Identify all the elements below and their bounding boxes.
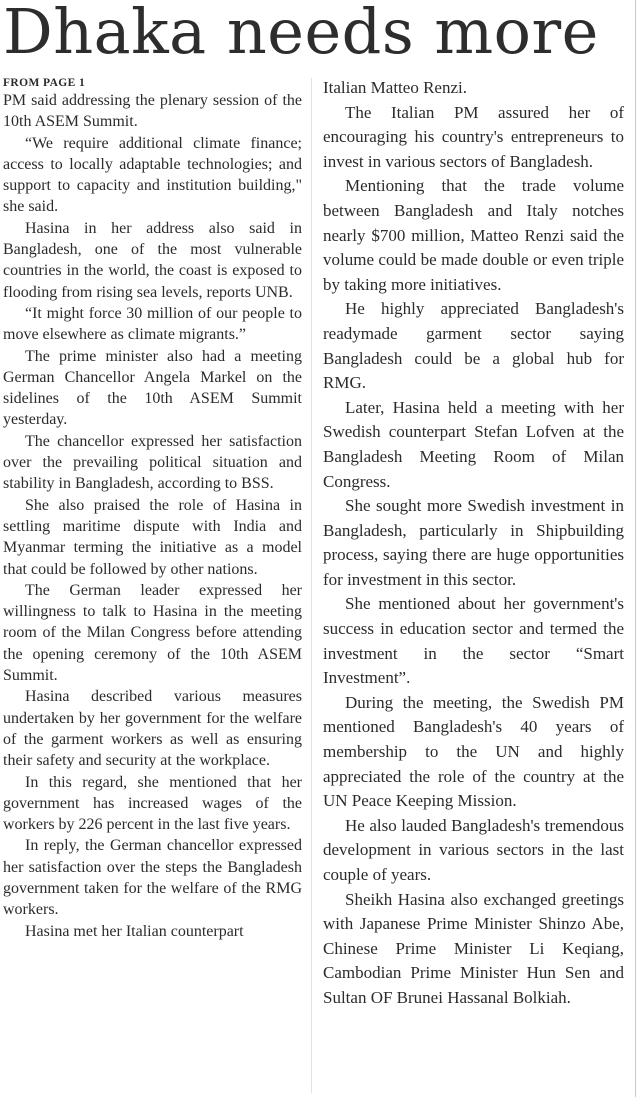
- paragraph: In this regard, she mentioned that her government has increased wages of the workers by 226 percent in the last five years.: [3, 773, 302, 834]
- column-divider: [311, 78, 312, 1093]
- paragraph: He highly appreciated Bangladesh's readymade garment sector saying Bangladesh could be a global hub for RMG.: [323, 299, 624, 393]
- paragraph: She sought more Swedish investment in Bangladesh, particularly in Shipbuilding process, saying there are huge opportunities for investment in this sector.: [323, 496, 624, 589]
- paragraph: The prime minister also had a meeting German Chancellor Angela Markel on the sidelines of the 10th ASEM Summit yesterday.: [3, 347, 302, 429]
- paragraph: Sheikh Hasina also exchanged greetings with Japanese Prime Minister Shinzo Abe, Chinese Prime Minister Li Keqiang, Cambodian Prime Minister Hun Sen and Sultan OF Brunei Hassanal Bolkiah.: [323, 889, 624, 1007]
- paragraph: Italian Matteo Renzi.: [323, 78, 467, 97]
- paragraph: Mentioning that the trade volume between Bangladesh and Italy notches nearly $700 million, Matteo Renzi said the volume could be made double or even triple by taking more initiatives.: [323, 176, 624, 294]
- paragraph: The Italian PM assured her of encouraging his country's entrepreneurs to invest in various sectors of Bangladesh.: [323, 102, 624, 171]
- paragraph: He also lauded Bangladesh's tremendous development in various sectors in the last couple of years.: [323, 815, 624, 884]
- headline: Dhaka needs more: [3, 0, 599, 68]
- paragraph: Hasina in her address also said in Bangladesh, one of the most vulnerable countries in the world, the coast is exposed to flooding from rising sea levels, reports UNB.: [3, 219, 302, 301]
- paragraph: Later, Hasina held a meeting with her Swedish counterpart Stefan Lofven at the Bangladesh Meeting Room of Milan Congress.: [323, 397, 624, 491]
- left-column: [3, 76, 302, 942]
- continuation-label: FROM PAGE 1: [3, 77, 86, 89]
- paragraph: The chancellor expressed her satisfaction over the prevailing political situation and stability in Bangladesh, according to BSS.: [3, 432, 302, 493]
- right-column: [323, 76, 624, 1011]
- paragraph: In reply, the German chancellor expressed her satisfaction over the steps the Bangladesh government taken for the welfare of the RMG workers.: [3, 837, 302, 919]
- paragraph: During the meeting, the Swedish PM mentioned Bangladesh's 40 years of membership to the UN and highly appreciated the role of the country at the UN Peace Keeping Mission.: [323, 692, 624, 811]
- paragraph: PM said addressing the plenary session of the 10th ASEM Summit.: [3, 92, 302, 131]
- paragraph: Hasina met her Italian counterpart: [25, 922, 244, 940]
- paragraph: The German leader expressed her willingness to talk to Hasina in the meeting room of the Milan Congress before attending the opening ceremony of the 10th ASEM Summit.: [3, 581, 302, 685]
- paragraph: She mentioned about her government's success in education sector and termed the investment in the sector “Smart Investment”.: [323, 594, 624, 688]
- paragraph: Hasina described various measures undertaken by her government for the welfare of the garment workers as well as ensuring their safety and security at the workplace.: [3, 688, 302, 770]
- paragraph: “We require additional climate finance; access to locally adaptable technologies; and support to capacity and institution building," she said.: [3, 134, 302, 216]
- paragraph: She also praised the role of Hasina in settling maritime dispute with India and Myanmar terming the initiative as a model that could be followed by other nations.: [3, 496, 302, 578]
- page-edge-rule: [635, 0, 636, 1097]
- paragraph: “It might force 30 million of our people to move elsewhere as climate migrants.”: [3, 304, 302, 344]
